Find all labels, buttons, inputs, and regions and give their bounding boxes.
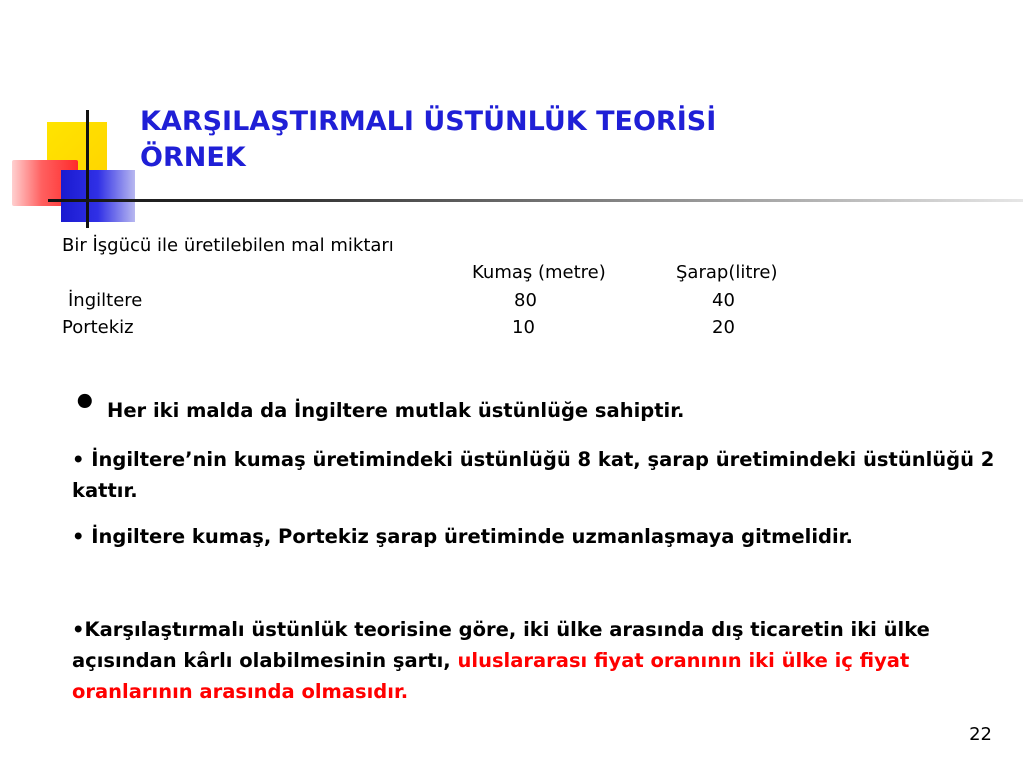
table-caption: Bir İşgücü ile üretilebilen mal miktarı: [62, 235, 394, 256]
column-header-sarap: Şarap(litre): [676, 262, 778, 283]
bullet-item-1: Her iki malda da İngiltere mutlak üstünlüğe sahiptir.: [107, 399, 685, 422]
cell-ingiltere-sarap: 40: [712, 290, 735, 311]
logo-vertical-line: [86, 110, 89, 228]
bullet-item-2-text: İngiltere’nin kumaş üretimindeki üstünlüğü 8 kat, şarap üretimindeki üstünlüğü 2 kattır.: [72, 448, 995, 502]
row-country-portekiz: Portekiz: [62, 317, 134, 338]
bullet-dot: •: [72, 448, 85, 471]
bullet-item-4-text: Karşılaştırmalı üstünlük teorisine göre, iki ülke arasında dış ticaretin iki ülke açısından kârlı olabilmesinin şartı,: [72, 618, 930, 672]
slide-title-line1: KARŞILAŞTIRMALI ÜSTÜNLÜK TEORİSİ: [140, 106, 717, 137]
bullet-dot-large: •: [72, 380, 98, 426]
bullet-dot: •: [72, 618, 85, 641]
slide-title: [140, 104, 716, 176]
bullet-item-3: [72, 521, 853, 552]
page-number: 22: [969, 724, 992, 745]
cell-portekiz-sarap: 20: [712, 317, 735, 338]
bullet-item-2: [72, 444, 997, 506]
cell-ingiltere-kumas: 80: [514, 290, 537, 311]
slide-title-line2: ÖRNEK: [140, 142, 246, 173]
logo-blue-square: [61, 170, 135, 222]
bullet-item-4: [72, 614, 1017, 707]
cell-portekiz-kumas: 10: [512, 317, 535, 338]
bullet-item-3-text: İngiltere kumaş, Portekiz şarap üretiminde uzmanlaşmaya gitmelidir.: [91, 525, 853, 548]
column-header-kumas: Kumaş (metre): [472, 262, 606, 283]
bullet-item-4-highlight: uluslararası fiyat oranının iki ülke iç fiyat oranlarının arasında olmasıdır.: [72, 649, 910, 703]
title-divider: [48, 199, 1023, 202]
bullet-dot: •: [72, 525, 85, 548]
row-country-ingiltere: İngiltere: [68, 290, 143, 311]
